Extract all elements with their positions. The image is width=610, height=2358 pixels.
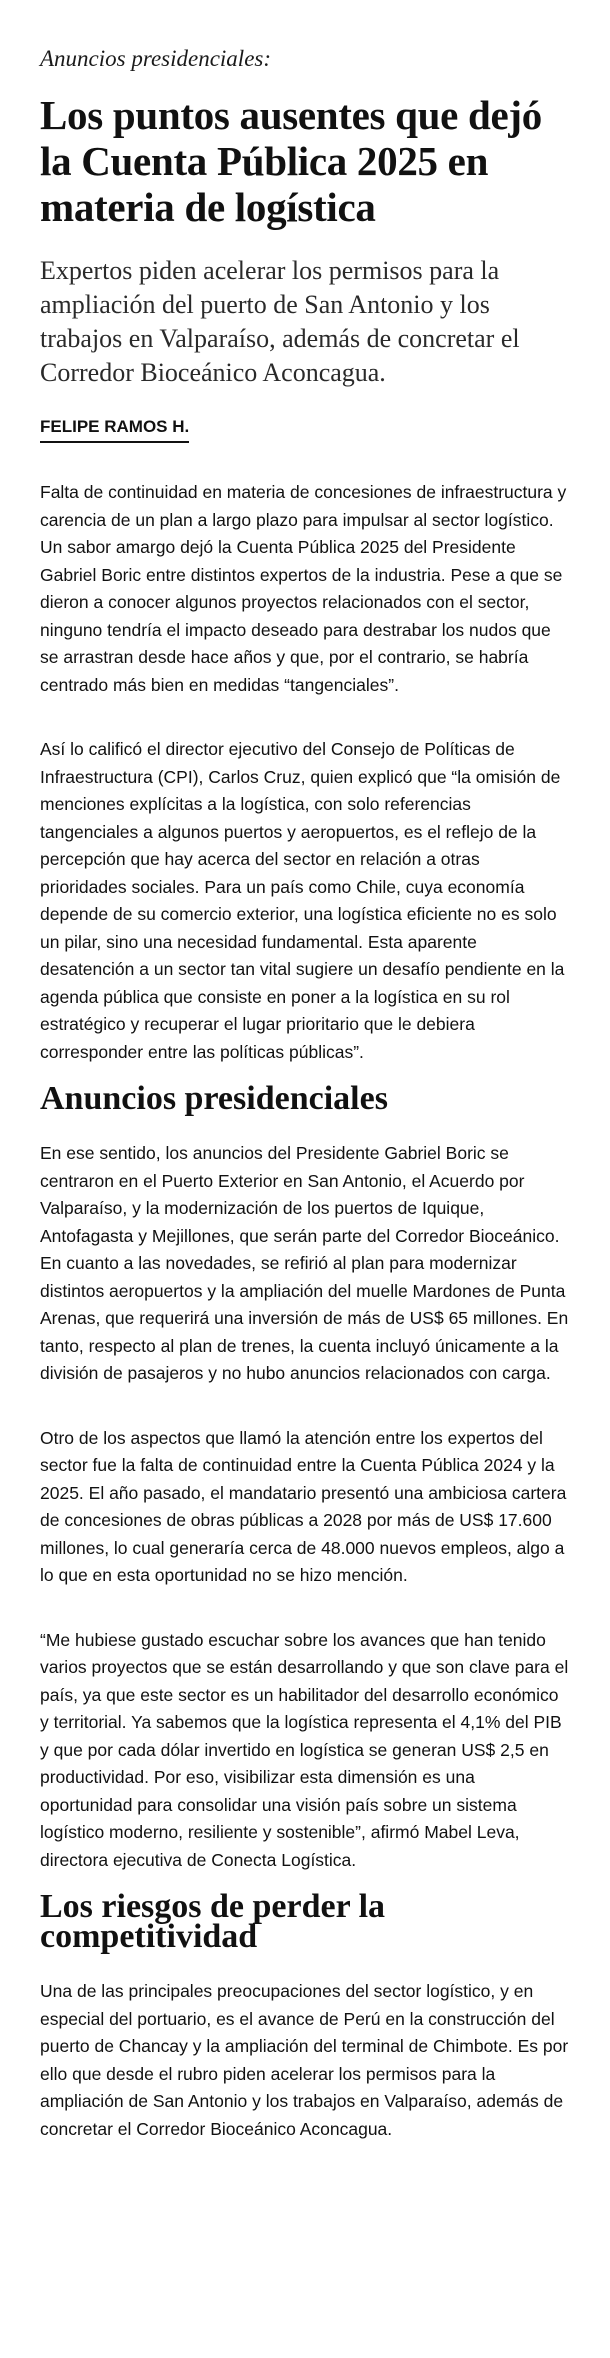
section-heading-anuncios: Anuncios presidenciales xyxy=(40,1080,388,1117)
body-paragraph-5: “Me hubiese gustado escuchar sobre los avances que han tenido varios proyectos que se están desarrollando y que son clave para el país, ya que este sector es un habilitador del desarrollo económico y territorial. Ya sabemos que la logística representa el 4,1% del PIB y que por cada dólar invertido en logística se generan US$ 2,5 en productividad. Por eso, visibilizar esta dimensión es una oportunidad para consolidar una visión país sobre un sistema logístico moderno, resiliente y sostenible”, afirmó Mabel Leva, directora ejecutiva de Conecta Logística. xyxy=(40,1629,569,1870)
body-paragraph-2: Así lo calificó el director ejecutivo del Consejo de Políticas de Infraestructura (CPI), Carlos Cruz, quien explicó que “la omisión de menciones explícitas a la logística, con solo referencias tangenciales a algunos puertos y aeropuertos, es el reflejo de la percepción que hay acerca del sector en relación a otras prioridades sociales. Para un país como Chile, cuya economía depende de su comercio exterior, una logística eficiente no es solo un pilar, sino una necesidad fundamental. Esta aparente desatención a un sector tan vital sugiere un desafío pendiente en la agenda pública que consiste en poner a la logística en su rol estratégico y recuperar el lugar prioritario que le debiera corresponder entre las políticas públicas”. xyxy=(40,739,565,1062)
byline-container xyxy=(40,416,570,443)
body-paragraph-6: Una de las principales preocupaciones del sector logístico, y en especial del portuario, es el avance de Perú en la construcción del puerto de Chancay y la ampliación del terminal de Chimbote. Es por ello que desde el rubro piden acelerar los permisos para la ampliación de San Antonio y los trabajos en Valparaíso, además de concretar el Corredor Bioceánico Aconcagua. xyxy=(40,1981,569,2139)
article-headline: Los puntos ausentes que dejó la Cuenta Pública 2025 en materia de logística xyxy=(40,92,542,230)
article-dek: Expertos piden acelerar los permisos para la ampliación del puerto de San Antonio y los trabajos en Valparaíso, además de concretar el Corredor Bioceánico Aconcagua. xyxy=(40,256,520,387)
body-paragraph-3: En ese sentido, los anuncios del Presidente Gabriel Boric se centraron en el Puerto Exterior en San Antonio, el Acuerdo por Valparaíso, y la modernización de los puertos de Iquique, Antofagasta y Mejillones, que serán parte del Corredor Bioceánico. En cuanto a las novedades, se refirió al plan para modernizar distintos aeropuertos y la ampliación del muelle Mardones de Punta Arenas, que requerirá una inversión de más de US$ 65 millones. En tanto, respecto al plan de trenes, la cuenta incluyó únicamente a la división de pasajeros y no hubo anuncios relacionados con carga. xyxy=(40,1143,569,1383)
author-byline-link[interactable]: FELIPE RAMOS H. xyxy=(40,416,189,443)
body-paragraph-1: Falta de continuidad en materia de concesiones de infraestructura y carencia de un plan a largo plazo para impulsar al sector logístico. Un sabor amargo dejó la Cuenta Pública 2025 del Presidente Gabriel Boric entre distintos expertos de la industria. Pese a que se dieron a conocer algunos proyectos relacionados con el sector, ninguno tendría el impacto deseado para destrabar los nudos que se arrastran desde hace años y que, por el contrario, se habría centrado más bien en medidas “tangenciales”. xyxy=(40,482,567,695)
body-paragraph-4: Otro de los aspectos que llamó la atención entre los expertos del sector fue la falta de continuidad entre la Cuenta Pública 2024 y la 2025. El año pasado, el mandatario presentó una ambiciosa cartera de concesiones de obras públicas a 2028 por más de US$ 17.600 millones, lo cual generaría cerca de 48.000 nuevos empleos, algo a lo que en esta oportunidad no se hizo mención. xyxy=(40,1427,567,1585)
article-kicker: Anuncios presidenciales: xyxy=(40,46,272,71)
section-heading-riesgos: Los riesgos de perder la competitividad xyxy=(40,1888,386,1955)
